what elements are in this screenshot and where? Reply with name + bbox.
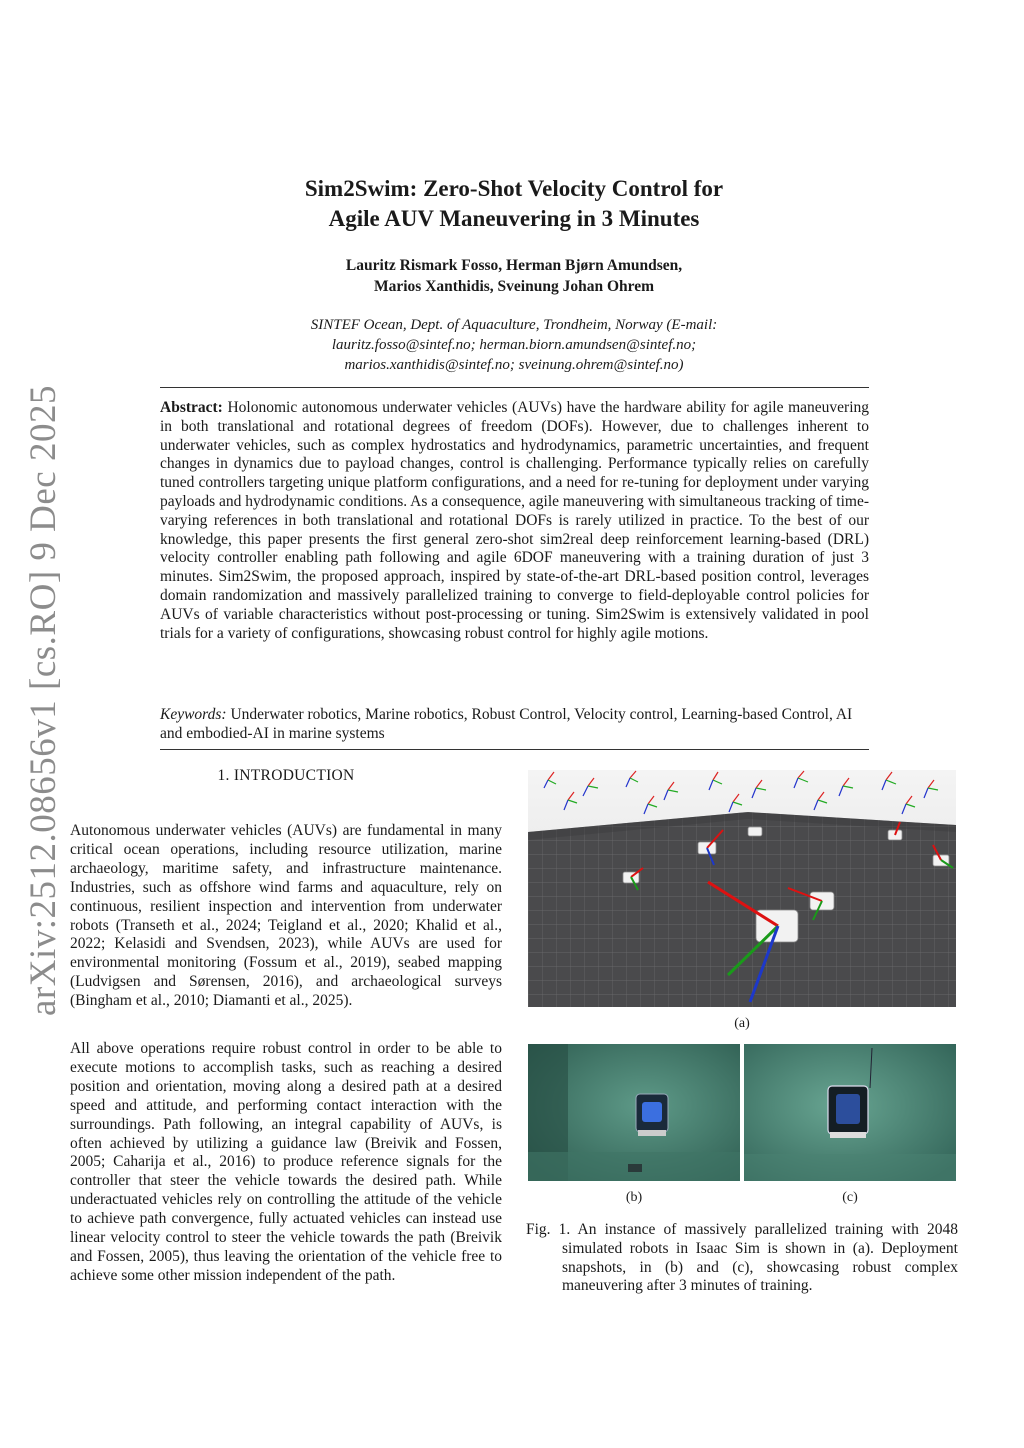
pool-snapshot-b [528, 1044, 740, 1181]
figure-label-b: (b) [625, 1190, 643, 1205]
authors-line-1: Lauritz Rismark Fosso, Herman Bjørn Amundsen, [345, 257, 683, 274]
affiliation [160, 315, 868, 375]
keywords [160, 706, 869, 744]
authors-line-2: Marios Xanthidis, Sveinung Johan Ohrem [373, 278, 655, 295]
simulation-render [528, 770, 956, 1007]
figure-c-deployment [744, 1044, 956, 1181]
affiliation-line-1: SINTEF Ocean, Dept. of Aquaculture, Trondheim, Norway (E-mail: [310, 317, 718, 333]
auv-icon [636, 1094, 668, 1136]
top-rule [160, 387, 869, 388]
section-heading: 1. INTRODUCTION [217, 767, 355, 784]
bottom-rule [160, 749, 869, 750]
figure-label-a: (a) [734, 1016, 750, 1031]
intro-paragraph-1: Autonomous underwater vehicles (AUVs) are fundamental in many critical ocean operations, including resource utilization, marine archaeology, maritime safety, and infrastructure maintenance. Industries, such as offshore wind farms and aquaculture, rely on continuous, resilient inspection and intervention from underwater robots (Transeth et al., 2024; Teigland et al., 2020; Khalid et al., 2022; Kelasidi and Svendsen, 2023), while AUVs are used for environmental monitoring (Fossum et al., 2019), seabed mapping (Ludvigsen and Sørensen, 2016), and archaeological surveys (Bingham et al., 2010; Diamanti et al., 2025). [70, 822, 502, 1010]
intro-paragraph-2: All above operations require robust control in order to be able to execute motions to accomplish tasks, such as reaching a desired position and orientation, moving along a desired path at a desired speed and attitude, and performing contact interaction with the surroundings. Path following, an integral capability of AUVs, is often achieved by utilizing a guidance law (Breivik and Fossen, 2005; Caharija et al., 2016) to produce reference signals for the controller that steer the vehicle towards the desired path. While underactuated vehicles rely on controlling the attitude of the vehicle to achieve path convergence, fully actuated vehicles can instead use linear velocity control to steer the vehicle towards the path (Breivik and Fossen, 2005), thus leaving the orientation of the vehicle free to achieve some other mission independent of the path. [70, 1040, 502, 1284]
figure-caption: Fig. 1. An instance of massively parallelized training with 2048 simulated robots in Isaac Sim is shown in (a). Deployment snapshots, in (b) and (c), showcasing robust complex maneuvering after 3 minutes of training. [526, 1221, 958, 1295]
abstract-label: Abstract: [160, 399, 223, 416]
title-line-1: Sim2Swim: Zero-Shot Velocity Control for [304, 176, 724, 201]
keywords-label: Keywords: [160, 706, 227, 723]
figure-b-deployment [528, 1044, 740, 1181]
author-list [160, 255, 868, 297]
affiliation-line-2: lauritz.fosso@sintef.no; herman.biorn.amundsen@sintef.no; [331, 337, 697, 353]
abstract [160, 399, 869, 643]
figure-label-c: (c) [842, 1190, 858, 1205]
keywords-body: Underwater robotics, Marine robotics, Robust Control, Velocity control, Learning-based Control, AI and embodied-AI in marine systems [160, 706, 853, 742]
affiliation-line-3: marios.xanthidis@sintef.no; sveinung.ohrem@sintef.no) [344, 357, 684, 373]
arxiv-stamp: arXiv:2512.08656v1 [cs.RO] 9 Dec 2025 [23, 385, 64, 1016]
figure-a-simulation [528, 770, 956, 1007]
abstract-body: Holonomic autonomous underwater vehicles (AUVs) have the hardware ability for agile maneuvering in both translational and rotational degrees of freedom (DOFs). However, due to challenges inherent to underwater vehicles, such as complex hydrostatics and hydrodynamics, parametric uncertainties, and frequent changes in dynamics due to payload changes, control is challenging. Performance typically relies on carefully tuned controllers targeting unique platform configurations, and a need for re-tuning for deployment under varying payloads and hydrodynamic conditions. As a consequence, agile maneuvering with simultaneous tracking of time-varying references in both translational and rotational DOFs is rarely utilized in practice. To the best of our knowledge, this paper presents the first general zero-shot sim2real deep reinforcement learning-based (DRL) velocity controller enabling path following and agile 6DOF maneuvering with a training duration of just 3 minutes. Sim2Swim, the proposed approach, inspired by state-of-the-art DRL-based position control, leverages domain randomization and massively parallelized training to converge to field-deployable control policies for AUVs of variable characteristics without post-processing or tuning. Sim2Swim is extensively validated in pool trials for a variety of configurations, showcasing robust control for highly agile motions. [160, 399, 870, 642]
pool-snapshot-c [744, 1044, 956, 1181]
title-line-2: Agile AUV Maneuvering in 3 Minutes [328, 206, 700, 231]
paper-title [160, 174, 868, 234]
